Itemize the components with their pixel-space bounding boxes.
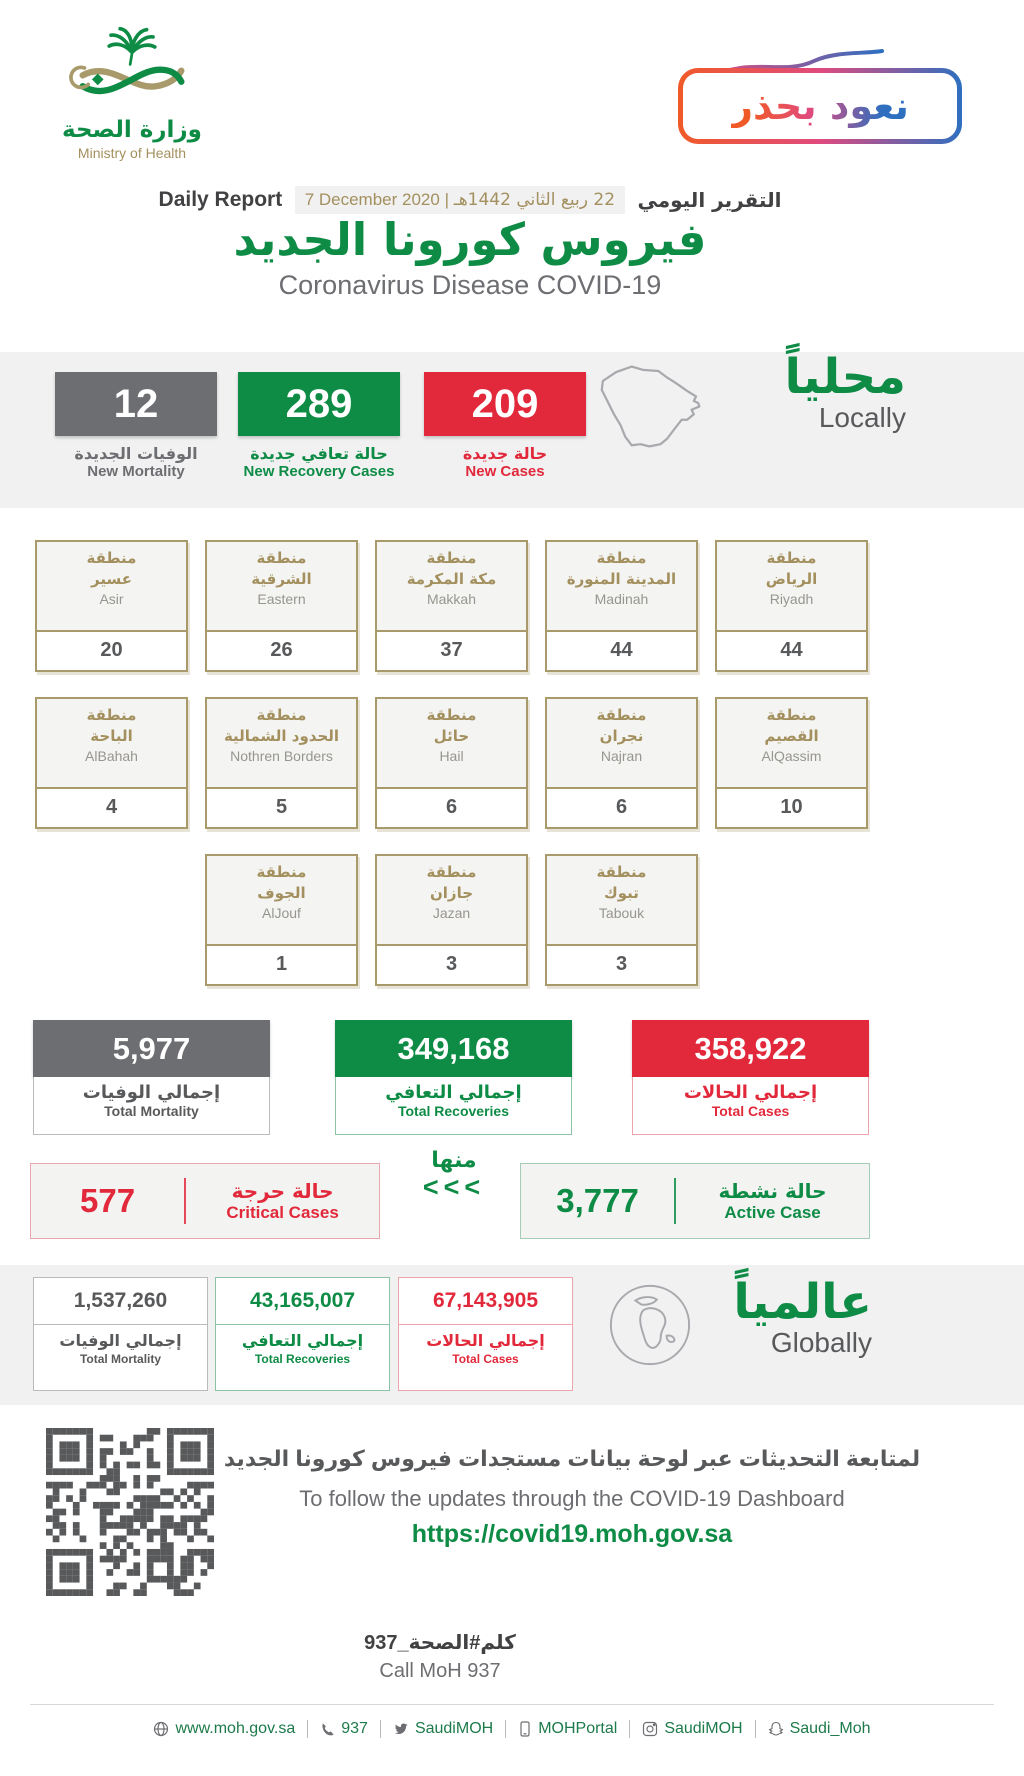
critical-cases-box <box>30 1163 380 1239</box>
footer-divider <box>30 1704 994 1705</box>
badge-inner <box>683 73 957 139</box>
divider <box>674 1178 676 1224</box>
of-which-label: منها <box>431 1148 477 1173</box>
region-name-en: Eastern <box>257 591 306 607</box>
region-card-tabouk <box>545 854 698 986</box>
region-name-ar: القصيم <box>764 727 819 745</box>
new-cases-label-ar: حالة جديدة <box>462 444 548 463</box>
region-card-najran <box>545 697 698 829</box>
region-name-en: Hail <box>439 748 464 764</box>
region-name-ar: الحدود الشمالية <box>223 727 340 745</box>
footer-snapchat-label: Saudi_Moh <box>789 1720 871 1737</box>
region-card-alqassim <box>715 697 868 829</box>
region-value: 44 <box>610 639 633 661</box>
camera-icon <box>642 1721 658 1737</box>
return-with-caution-badge <box>678 48 968 148</box>
region-value: 26 <box>270 639 293 661</box>
logo-arabic-name: وزارة الصحة <box>62 117 202 143</box>
region-prefix: منطقة <box>86 549 137 567</box>
footer-website-label: www.moh.gov.sa <box>175 1720 296 1737</box>
phone-icon <box>320 1722 335 1737</box>
footer-mohportal-label: MOHPortal <box>538 1720 618 1737</box>
total-recoveries-label-ar: إجمالي التعافي <box>385 1082 522 1103</box>
region-name-en: Nothren Borders <box>230 748 333 764</box>
active-cases-label-en: Active Case <box>724 1203 821 1222</box>
footer-instagram-label: SaudiMOH <box>664 1720 743 1737</box>
logo-english-name: Ministry of Health <box>77 145 187 161</box>
footer-twitter-label: SaudiMOH <box>414 1720 494 1737</box>
region-card-asir <box>35 540 188 672</box>
total-recoveries-card <box>335 1020 572 1135</box>
region-prefix: منطقة <box>256 549 307 567</box>
region-value: 44 <box>780 639 803 661</box>
divider <box>184 1178 186 1224</box>
footer-phone-label: 937 <box>341 1720 368 1737</box>
region-prefix: منطقة <box>426 706 477 724</box>
footer-twitter-link[interactable] <box>380 1720 505 1738</box>
saudi-arabia-map-icon <box>594 356 716 468</box>
region-prefix: منطقة <box>256 706 307 724</box>
region-name-ar: حائل <box>433 727 470 745</box>
total-mortality-label-ar: إجمالي الوفيات <box>82 1082 221 1103</box>
region-prefix: منطقة <box>766 549 817 567</box>
new-cases-stat <box>424 372 586 480</box>
total-mortality-value: 5,977 <box>33 1020 270 1077</box>
globally-heading <box>733 1274 872 1359</box>
region-name-ar: نجران <box>599 727 644 745</box>
locally-heading-ar: محلياً <box>784 349 906 405</box>
region-card-aljouf <box>205 854 358 986</box>
new-mortality-label-en: New Mortality <box>87 463 185 480</box>
mobile-icon <box>518 1721 532 1737</box>
globe-icon <box>153 1721 169 1737</box>
active-cases-label-ar: حالة نشطة <box>718 1179 827 1203</box>
region-value: 3 <box>445 953 458 975</box>
region-name-ar: مكة المكرمة <box>406 570 497 588</box>
daily-report-label-ar: التقرير اليومي <box>637 188 782 212</box>
region-name-ar: الرياض <box>765 570 818 588</box>
left-arrows-icon: <<< <box>422 1172 486 1202</box>
page-title-arabic: فيروس كورونا الجديد <box>233 213 707 266</box>
moh-logo <box>52 26 212 161</box>
region-name-ar: الباحة <box>90 727 133 745</box>
locally-section <box>0 349 1024 508</box>
region-card-jazan <box>375 854 528 986</box>
of-which-indicator <box>404 1148 504 1203</box>
global-recoveries-value: 43,165,007 <box>216 1278 389 1325</box>
region-prefix: منطقة <box>256 863 307 881</box>
twitter-icon <box>393 1721 409 1737</box>
new-mortality-label-ar: الوفيات الجديدة <box>74 444 198 463</box>
footer-mohportal-link[interactable] <box>505 1720 629 1738</box>
region-name-en: Madinah <box>594 591 649 607</box>
region-prefix: منطقة <box>426 549 477 567</box>
page-title-english: Coronavirus Disease COVID-19 <box>278 270 662 300</box>
new-recovery-value: 289 <box>238 372 400 436</box>
region-prefix: منطقة <box>86 706 137 724</box>
dashboard-url-link[interactable]: https://covid19.moh.gov.sa <box>411 1520 733 1548</box>
global-recoveries-label-en: Total Recoveries <box>254 1352 351 1366</box>
total-mortality-card <box>33 1020 270 1135</box>
snapchat-icon <box>768 1721 784 1737</box>
region-name-en: Tabouk <box>598 905 645 921</box>
footer-links <box>0 1720 1024 1738</box>
region-name-ar: جازان <box>429 884 474 902</box>
region-card-madinah <box>545 540 698 672</box>
new-mortality-stat <box>55 372 217 480</box>
region-card-eastern <box>205 540 358 672</box>
region-name-en: AlJouf <box>262 905 301 921</box>
region-value: 6 <box>615 796 628 818</box>
global-cases-value: 67,143,905 <box>399 1278 572 1325</box>
global-cases-card <box>398 1277 573 1391</box>
region-prefix: منطقة <box>596 549 647 567</box>
call-moh-label-en: Call MoH 937 <box>379 1660 501 1682</box>
footer-website-link[interactable] <box>141 1720 307 1738</box>
region-prefix: منطقة <box>596 706 647 724</box>
active-cases-value: 3,777 <box>556 1182 639 1219</box>
badge-frame <box>678 68 962 144</box>
moh-emblem-icon <box>66 97 198 114</box>
region-card-makkah <box>375 540 528 672</box>
new-recovery-label-en: New Recovery Cases <box>243 463 395 480</box>
region-name-ar: تبوك <box>604 884 639 902</box>
region-prefix: منطقة <box>766 706 817 724</box>
total-recoveries-value: 349,168 <box>335 1020 572 1077</box>
region-value: 1 <box>275 953 288 975</box>
region-value: 37 <box>440 639 463 661</box>
critical-cases-value: 577 <box>80 1182 136 1219</box>
region-name-en: Riyadh <box>769 591 814 607</box>
global-cases-label-ar: إجمالي الحالات <box>426 1331 545 1350</box>
region-prefix: منطقة <box>426 863 477 881</box>
critical-cases-label-ar: حالة حرجة <box>231 1179 334 1203</box>
region-name-ar: الشرقية <box>251 570 312 588</box>
locally-heading-en: Locally <box>818 402 906 434</box>
total-cases-card <box>632 1020 869 1135</box>
global-mortality-card <box>33 1277 208 1391</box>
region-name-en: AlBahah <box>85 748 138 764</box>
badge-label: نعود بحذر <box>731 84 909 128</box>
global-mortality-value: 1,537,260 <box>34 1278 207 1325</box>
footer-instagram-link[interactable] <box>629 1720 754 1738</box>
global-cases-label-en: Total Cases <box>452 1352 519 1366</box>
region-value: 20 <box>100 639 123 661</box>
footer-snapchat-link[interactable] <box>755 1720 883 1738</box>
region-value: 10 <box>780 796 803 818</box>
new-mortality-value: 12 <box>55 372 217 436</box>
new-cases-label-en: New Cases <box>465 463 545 480</box>
global-mortality-label-en: Total Mortality <box>79 1352 162 1366</box>
region-name-ar: الجوف <box>257 884 306 902</box>
region-card-albahah <box>35 697 188 829</box>
report-meta-row <box>120 186 820 214</box>
date-separator: | <box>444 190 449 209</box>
report-date-chip <box>295 186 625 214</box>
dashboard-note-ar: لمتابعة التحديثات عبر لوحة بيانات مستجدات فيروس كورونا الجديد <box>223 1446 921 1471</box>
call-moh-hashtag-ar: كلم#الصحة_937 <box>364 1632 516 1654</box>
report-date-gregorian: 7 December 2020 <box>304 190 440 209</box>
new-cases-value: 209 <box>424 372 586 436</box>
globally-section <box>0 1265 1024 1405</box>
dashboard-note-en: To follow the updates through the COVID-19 Dashboard <box>299 1486 845 1511</box>
region-name-ar: عسير <box>91 570 132 588</box>
region-value: 6 <box>445 796 458 818</box>
region-name-en: Najran <box>600 748 643 764</box>
region-card-riyadh <box>715 540 868 672</box>
globally-heading-ar: عالمياً <box>733 1274 872 1330</box>
total-cases-value: 358,922 <box>632 1020 869 1077</box>
active-cases-box <box>520 1163 870 1239</box>
region-prefix: منطقة <box>596 863 647 881</box>
region-name-en: Jazan <box>432 905 471 921</box>
region-name-en: Asir <box>99 591 124 607</box>
total-recoveries-label-en: Total Recoveries <box>397 1103 509 1119</box>
locally-heading <box>784 349 906 434</box>
critical-cases-label-en: Critical Cases <box>226 1203 339 1222</box>
region-value: 4 <box>105 796 118 818</box>
new-recovery-label-ar: حالة تعافي جديدة <box>250 444 388 463</box>
region-value: 3 <box>615 953 628 975</box>
region-name-en: AlQassim <box>761 748 822 764</box>
region-name-ar: المدينة المنورة <box>566 570 677 588</box>
total-cases-label-ar: إجمالي الحالات <box>683 1082 818 1103</box>
daily-report-label-en: Daily Report <box>158 188 283 211</box>
globally-heading-en: Globally <box>770 1327 872 1359</box>
global-recoveries-card <box>215 1277 390 1391</box>
new-recovery-stat <box>238 372 400 480</box>
qr-code <box>46 1428 214 1596</box>
region-card-hail <box>375 697 528 829</box>
global-mortality-label-ar: إجمالي الوفيات <box>59 1331 182 1350</box>
region-value: 5 <box>275 796 288 818</box>
region-name-en: Makkah <box>426 591 477 607</box>
report-date-hijri: 22 ربيع الثاني 1442هـ <box>453 190 616 210</box>
global-recoveries-label-ar: إجمالي التعافي <box>241 1331 364 1350</box>
total-cases-label-en: Total Cases <box>711 1103 790 1119</box>
region-card-northern-borders <box>205 697 358 829</box>
total-mortality-label-en: Total Mortality <box>104 1103 199 1119</box>
globe-icon <box>606 1281 694 1369</box>
footer-phone-link[interactable] <box>307 1720 380 1738</box>
